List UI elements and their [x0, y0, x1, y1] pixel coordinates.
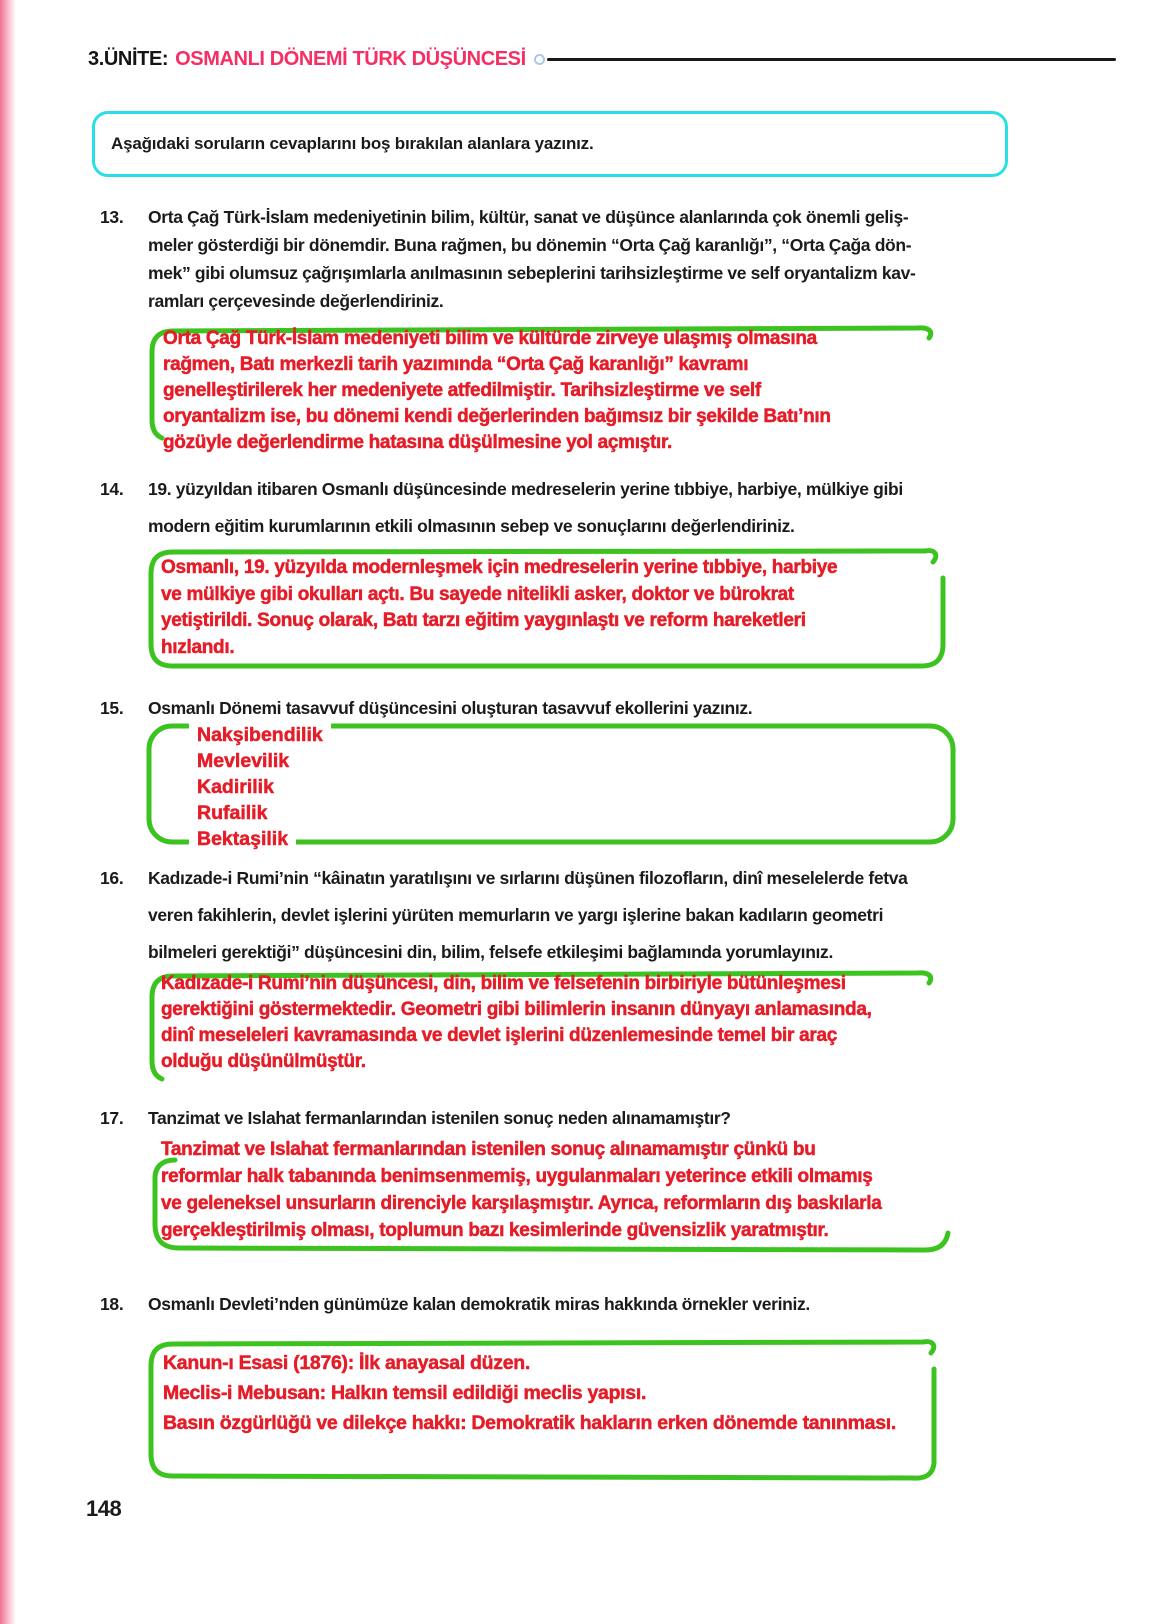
question-line: meler gösterdiği bir dönemdir. Buna rağmen, bu dönemin “Orta Çağ karanlığı”, “Orta Çağa dön- [148, 235, 912, 255]
question-line: veren fakihlerin, devlet işlerini yürüten memurların ve yargı işlerine bakan kadıların geometri [148, 905, 884, 925]
answer-box-16 [145, 966, 950, 1078]
page-number: 148 [86, 1496, 122, 1521]
question-text [148, 1104, 1116, 1132]
instruction-text: Aşağıdaki soruların cevaplarını boş bırakılan alanlara yazınız. [111, 134, 594, 153]
header-rule [547, 58, 1116, 61]
answer-line: rağmen, Batı merkezli tarih yazımında “Orta Çağ karanlığı” kavramı [163, 354, 749, 375]
answer-line: Basın özgürlüğü ve dilekçe hakkı: Demokratik hakların erken dönemde tanınması. [163, 1412, 897, 1434]
unit-title: OSMANLI DÖNEMİ TÜRK DÜŞÜNCESİ [175, 48, 526, 70]
question-number: 18. [100, 1294, 124, 1314]
question-text [148, 1290, 1116, 1318]
answer-list [189, 722, 957, 852]
answer-line: ve geleneksel unsurların direnciyle karşılaşmıştır. Ayrıca, reformların dış baskılarla [161, 1193, 882, 1214]
answer-text [145, 1336, 957, 1438]
question-number: 17. [100, 1108, 124, 1128]
answer-item: Kadirilik [189, 774, 282, 800]
question-block-18 [88, 1290, 1116, 1318]
page-content [88, 0, 1116, 1488]
question-text [148, 866, 1116, 964]
answer-line: Meclis-i Mebusan: Halkın temsil edildiği meclis yapısı. [163, 1382, 647, 1404]
question-block-17 [88, 1104, 1116, 1132]
answer-item: Rufailik [189, 800, 275, 826]
answer-line: Osmanlı, 19. yüzyılda modernleşmek için medreselerin yerine tıbbiye, harbiye [161, 557, 838, 578]
question-text [148, 203, 1116, 315]
question-line: Kadızade-i Rumi’nin “kâinatın yaratılışını ve sırlarını düşünen filozofların, dinî meselelerde fetva [148, 868, 908, 888]
question-line: Tanzimat ve Islahat fermanlarından istenilen sonuç neden alınamamıştır? [148, 1108, 731, 1128]
left-edge-stripe [0, 0, 16, 1624]
answer-text [145, 546, 951, 661]
question-text [148, 477, 1116, 538]
answer-item: Bektaşilik [189, 826, 296, 852]
question-number: 13. [100, 207, 124, 227]
question-line: modern eğitim kurumlarının etkili olmasının sebep ve sonuçlarını değerlendiriniz. [148, 516, 795, 536]
question-line: 19. yüzyıldan itibaren Osmanlı düşüncesinde medreselerin yerine tıbbiye, harbiye, mülkiye gibi [148, 479, 903, 499]
answer-item: Nakşibendilik [189, 722, 331, 748]
answer-text [145, 966, 950, 1075]
answer-line: oryantalizm ise, bu dönemi kendi değerlerinden bağımsız bir şekilde Batı’nın [163, 406, 831, 427]
answer-text [145, 1134, 957, 1244]
answer-line: ve mülkiye gibi okulları açtı. Bu sayede nitelikli asker, doktor ve bürokrat [161, 583, 794, 605]
question-line: Osmanlı Devleti’nden günümüze kalan demokratik miras hakkında örnekler veriniz. [148, 1294, 810, 1314]
answer-line: Kanun-ı Esasi (1876): İlk anayasal düzen. [163, 1352, 531, 1374]
question-text [148, 694, 1116, 722]
answer-line: genelleştirilerek her medeniyete atfedilmiştir. Tarihsizleştirme ve self [163, 380, 761, 401]
question-block-16 [88, 866, 1116, 964]
answer-line: Kadızade-i Rumi’nin düşüncesi, din, bilim ve felsefenin birbiriyle bütünleşmesi [161, 973, 846, 994]
answer-box-15 [145, 722, 957, 850]
question-line: mek” gibi olumsuz çağrışımlarla anılmasının sebeplerini tarihsizleştirme ve self oryantalizm kav- [148, 263, 916, 283]
unit-label: 3.ÜNİTE: [88, 48, 169, 70]
instruction-box [92, 111, 1008, 177]
answer-box-18 [145, 1336, 957, 1488]
answer-box-17 [145, 1134, 957, 1264]
answer-line: olduğu düşünülmüştür. [161, 1051, 366, 1072]
answer-box-14 [145, 546, 951, 676]
question-line: bilmeleri gerektiği” düşüncesini din, bilim, felsefe etkileşimi bağlamında yorumlayınız. [148, 942, 833, 962]
answer-text [145, 321, 950, 456]
question-number: 14. [100, 479, 124, 499]
answer-line: reformlar halk tabanında benimsenmemiş, uygulanmaları yeterince etkili olmamış [161, 1166, 873, 1187]
question-number: 16. [100, 868, 124, 888]
unit-header [88, 48, 1116, 71]
answer-line: Orta Çağ Türk-İslam medeniyeti bilim ve kültürde zirveye ulaşmış olmasına [163, 328, 817, 349]
answer-line: dinî meseleleri kavramasında ve devlet işlerini düzenlemesinde temel bir araç [161, 1025, 838, 1046]
answer-line: hızlandı. [161, 636, 235, 658]
answer-line: gerçekleştirilmiş olması, toplumun bazı kesimlerinde güvensizlik yaratmıştır. [161, 1220, 829, 1241]
question-block-15 [88, 694, 1116, 722]
answer-line: Tanzimat ve Islahat fermanlarından istenilen sonuç alınamamıştır çünkü bu [161, 1139, 816, 1160]
question-line: Osmanlı Dönemi tasavvuf düşüncesini oluşturan tasavvuf ekollerini yazınız. [148, 698, 753, 718]
question-line: ramları çerçevesinde değerlendiriniz. [148, 291, 444, 311]
answer-line: gerektiğini göstermektedir. Geometri gibi bilimlerin insanın dünyayı anlamasında, [161, 999, 872, 1020]
answer-line: gözüyle değerlendirme hatasına düşülmesine yol açmıştır. [163, 432, 673, 453]
answer-line: yetiştirildi. Sonuç olarak, Batı tarzı eğitim yaygınlaştı ve reform hareketleri [161, 610, 806, 631]
question-line: Orta Çağ Türk-İslam medeniyetinin bilim, kültür, sanat ve düşünce alanlarında çok önemli geliş- [148, 207, 909, 227]
question-block-13 [88, 203, 1116, 315]
question-block-14 [88, 477, 1116, 538]
question-number: 15. [100, 698, 124, 718]
answer-item: Mevlevilik [189, 748, 297, 774]
header-circle-icon [534, 54, 545, 65]
answer-box-13 [145, 321, 950, 471]
